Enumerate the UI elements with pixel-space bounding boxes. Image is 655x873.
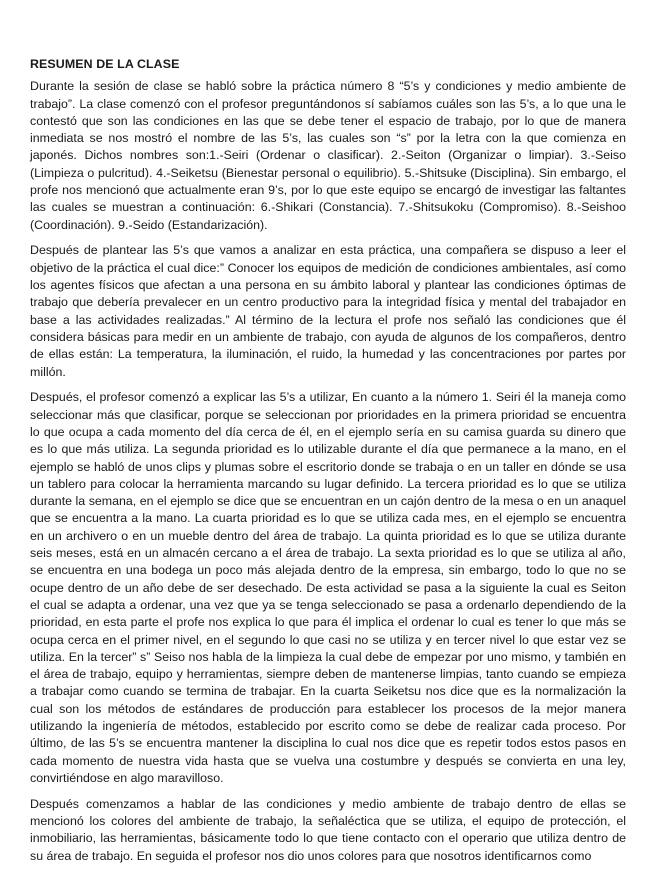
paragraph-5s-explanation: Después, el profesor comenzó a explicar las 5’s a utilizar, En cuanto a la número 1. Seiri él la maneja como seleccionar más que clasificar, porque se seleccionan por prioridades en la primera prioridad se encuentra lo que ocupa a cada momento del día cerca de él, en el ejemplo sería en su camisa guarda su dinero que es lo que más utiliza. La segunda prioridad es lo utilizable durante el día que permanece a la mano, en el ejemplo se habló de unos clips y plumas sobre el escritorio donde se trabaja o en un taller en dónde se usa un tablero para colocar la herramienta marcando su lugar definido. La tercera prioridad es lo que se utiliza durante la semana, en el ejemplo se dice que se encuentran en un cajón dentro de la mesa o en un anaquel que se encuentra a la mano. La cuarta prioridad es lo que se utiliza cada mes, en el ejemplo se encuentra en un archivero o en un mueble dentro del área de trabajo. La quinta prioridad es lo que se utiliza durante seis meses, está en un almacén cercano a el área de trabajo. La sexta prioridad es lo que se utiliza al año, se encuentra en una bodega un poco más alejada dentro de la empresa, sin embargo, todo lo que no se ocupe dentro de un año debe de ser desechado. De esta actividad se pasa a la siguiente la cual es Seiton el cual se adapta a ordenar, una vez que ya se tenga seleccionado se pasa a ordenarlo dependiendo de la prioridad, en esta parte el profe nos explica lo que para él implica el ordenar lo cual es tener lo que más se ocupa cerca en el primer nivel, en el segundo lo que casi no se utiliza y en tercer nivel lo que estar vez se utiliza. En la tercer” s” Seiso nos habla de la limpieza la cual debe de empezar por uno mismo, y también en el área de trabajo, equipo y herramientas, siempre deben de mantenerse limpias, tanto cuando se empieza a trabajar como cuando se termina de trabajar. En la cuarta Seiketsu nos dice que es la normalización la cual son los métodos de estándares de producción para establecer los procesos de la mejor manera utilizando la ingeniería de métodos, establecido por escrito como se debe de realizar cada proceso. Por último, de las 5’s se encuentra mantener la disciplina lo cual nos dice que es repetir todos estos pasos en cada momento de nuestra vida hasta que se vuelva una costumbre y después se convierta en una ley, convirtiéndose en algo maravilloso. (30, 390, 626, 785)
document-title: RESUMEN DE LA CLASE (30, 57, 180, 71)
document-page (30, 56, 626, 873)
paragraph-intro: Durante la sesión de clase se habló sobre la práctica número 8 “5’s y condiciones y medio ambiente de trabajo”. La clase comenzó con el profesor preguntándonos sí sabíamos cuáles son las 5’s, a lo que una le contestó que son las condiciones en las que se debe tener el espacio de trabajo, por lo que de manera inmediata se nos mostró el nombre de las 5’s, las cuales son “s” por la letra con la que comienza en japonés. Dichos nombres son:1.-Seiri (Ordenar o clasificar). 2.-Seiton (Organizar o limpiar). 3.-Seiso (Limpieza o pulcritud). 4.-Seiketsu (Bienestar personal o equilibrio). 5.-Shitsuke (Disciplina). Sin embargo, el profe nos mencionó que actualmente eran 9’s, por lo que este equipo se encargó de investigar las faltantes las cuales se muestran a continuación: 6.-Shikari (Constancia). 7.-Shitsukoku (Compromiso). 8.-Seishoo (Coordinación). 9.-Seido (Estandarización). (30, 79, 626, 232)
paragraph-work-conditions: Después comenzamos a hablar de las condiciones y medio ambiente de trabajo dentro de ellas se mencionó los colores del ambiente de trabajo, la señaléctica que se utiliza, el equipo de protección, el inmobiliario, las herramientas, básicamente todo lo que tiene contacto con el operario que utiliza dentro de su área de trabajo. En seguida el profesor nos dio unos colores para que nosotros identificarnos como (30, 796, 626, 863)
paragraph-objective: Después de plantear las 5’s que vamos a analizar en esta práctica, una compañera se dispuso a leer el objetivo de la práctica el cual dice:” Conocer los equipos de medición de condiciones ambientales, así como los agentes físicos que afectan a una persona en su ámbito laboral y plantear las condiciones óptimas de trabajo que debería prevalecer en un centro productivo para la integridad física y mental del trabajador en base a las actividades realizadas.” Al término de la lectura el profe nos señaló las condiciones que él considera básicas para medir en un ambiente de trabajo, con ayuda de algunos de los compañeros, dentro de ellas están: La temperatura, la iluminación, el ruido, la humedad y las concentraciones por partes por millón. (30, 243, 626, 379)
